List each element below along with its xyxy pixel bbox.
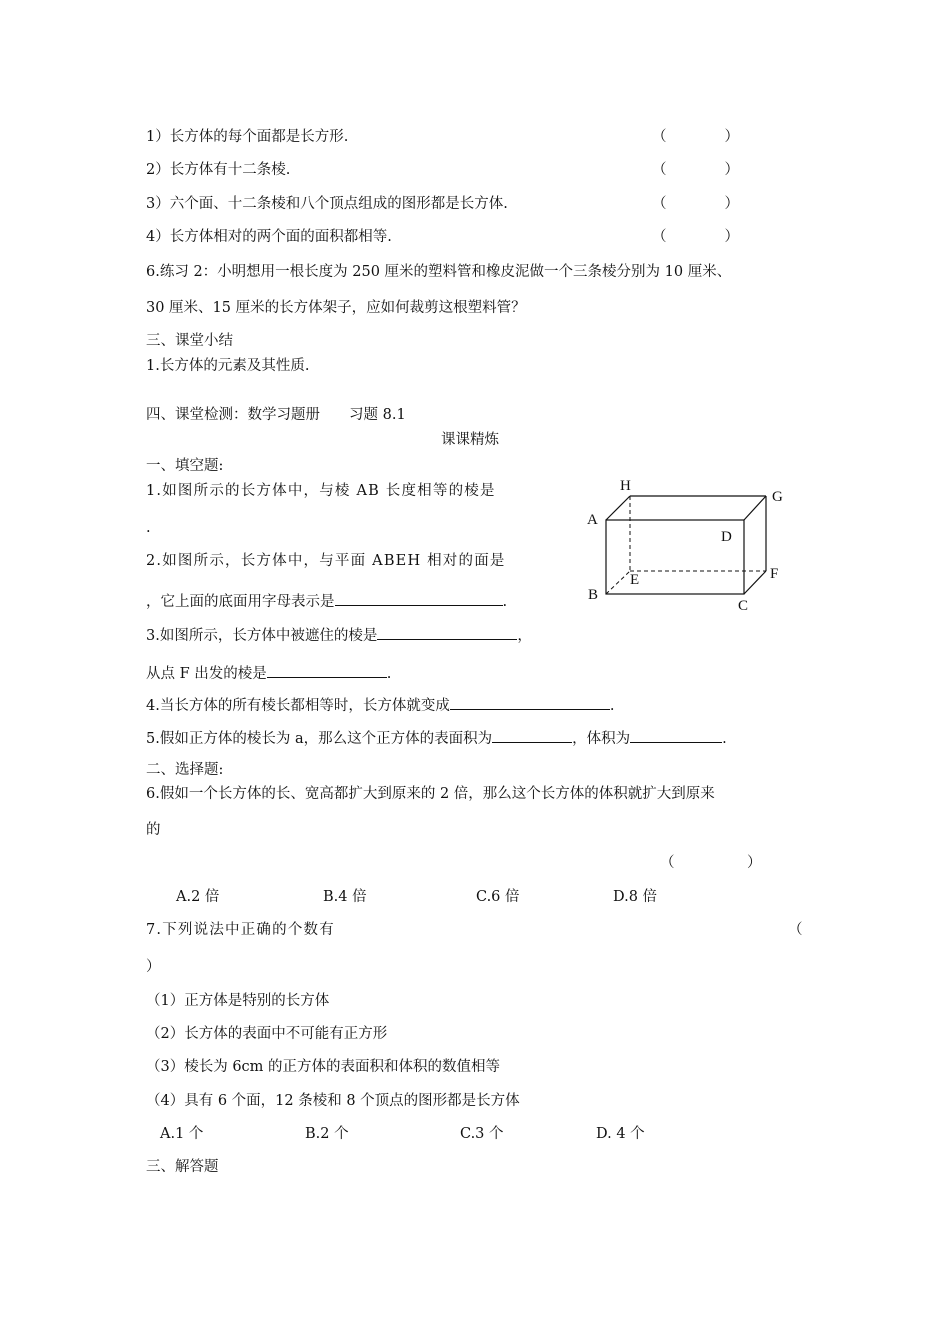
vertex-label-f: F (770, 566, 779, 582)
vertex-label-c: C (738, 598, 749, 614)
q7-option-a[interactable]: A.1 个 (160, 1126, 204, 1142)
q7-statement-4: （4）具有 6 个面，12 条棱和 8 个顶点的图形都是长方体 (146, 1093, 520, 1109)
judge-answer-paren-4[interactable]: （ ） (652, 229, 739, 245)
fill-question-2-end: . (502, 594, 508, 610)
cuboid-hidden-edge-be (606, 571, 630, 594)
fill-question-3-end: ， (517, 628, 532, 644)
cuboid-figure (582, 474, 792, 616)
judge-item-3: 3）六个面、十二条棱和八个顶点组成的图形都是长方体. (146, 196, 508, 212)
choice-question-7-paren-close[interactable]: ） (146, 959, 161, 975)
exercise-2-line-2: 30 厘米、15 厘米的长方体架子，应如何裁剪这根塑料管？ (146, 300, 526, 316)
fill-question-3 (146, 623, 532, 646)
cuboid-edge-dg (744, 496, 766, 520)
choice-question-7-text: 7.下列说法中正确的个数有 (146, 922, 335, 938)
fill-question-4 (146, 693, 614, 716)
q7-option-b[interactable]: B.2 个 (305, 1126, 349, 1142)
summary-heading: 三、课堂小结 (146, 333, 233, 349)
vertex-label-e: E (630, 572, 640, 588)
judge-answer-paren-1[interactable]: （ ） (652, 129, 739, 145)
cuboid-edge-cf (744, 571, 766, 594)
q6-option-b[interactable]: B.4 倍 (323, 889, 367, 905)
answer-blank-q3a[interactable] (377, 623, 517, 640)
fill-question-2-text: 2.如图所示，长方体中，与平面 ABEH 相对的面是 (146, 553, 506, 569)
fill-question-4-text: 4.当长方体的所有棱长都相等时，长方体就变成 (146, 698, 450, 714)
summary-item: 1.长方体的元素及其性质. (146, 358, 310, 374)
fill-question-1 (146, 481, 496, 501)
choice-question-6-paren[interactable]: （ ） (660, 855, 762, 871)
fill-question-5-text: 5.假如正方体的棱长为 a，那么这个正方体的表面积为 (146, 731, 493, 747)
fill-question-2-cont-text: ，它上面的底面用字母表示是 (146, 594, 335, 610)
exercise-2-line-1: 6.练习 2：小明想用一根长度为 250 厘米的塑料管和橡皮泥做一个三条棱分别为 10 厘米、 (146, 264, 732, 280)
vertex-label-d: D (721, 529, 732, 545)
fill-question-5-text-b: ，体积为 (572, 731, 631, 747)
fill-question-5-end: . (722, 731, 727, 747)
judge-answer-paren-3[interactable]: （ ） (652, 196, 739, 212)
fill-question-1-text: 1.如图所示的长方体中，与棱 AB 长度相等的棱是 (146, 483, 496, 499)
q7-option-d[interactable]: D. 4 个 (596, 1126, 645, 1142)
q6-option-a[interactable]: A.2 倍 (176, 889, 220, 905)
classroom-check: 四、课堂检测：数学习题册 习题 8.1 (146, 407, 406, 423)
judge-item-1: 1）长方体的每个面都是长方形. (146, 129, 349, 145)
judge-item-2: 2）长方体有十二条棱. (146, 162, 291, 178)
answer-heading: 三、解答题 (146, 1159, 219, 1175)
cuboid-edge-ah (606, 496, 630, 520)
fill-question-3-text: 3.如图所示，长方体中被遮住的棱是 (146, 628, 378, 644)
fill-question-3-cont-end: . (386, 666, 392, 682)
answer-blank-q2[interactable] (335, 589, 503, 606)
fill-question-5 (146, 726, 727, 749)
vertex-label-h: H (620, 478, 631, 494)
judge-answer-paren-2[interactable]: （ ） (652, 162, 739, 178)
fill-question-2 (146, 551, 506, 571)
fill-heading: 一、填空题: (146, 458, 224, 474)
fill-question-3-cont (146, 661, 391, 684)
fill-question-4-end: . (609, 698, 615, 714)
vertex-label-a: A (587, 512, 598, 528)
choice-question-7 (146, 920, 335, 940)
q7-statement-3: （3）棱长为 6cm 的正方体的表面积和体积的数值相等 (146, 1059, 501, 1075)
fill-question-3-cont-text: 从点 F 出发的棱是 (146, 666, 267, 682)
vertex-label-g: G (772, 489, 783, 505)
fill-question-2-cont (146, 589, 507, 612)
choice-question-6-line-1: 6.假如一个长方体的长、宽高都扩大到原来的 2 倍，那么这个长方体的体积就扩大到原来 (146, 786, 715, 802)
q6-option-c[interactable]: C.6 倍 (476, 889, 520, 905)
answer-blank-q5a[interactable] (492, 726, 572, 743)
choice-heading: 二、选择题: (146, 762, 224, 778)
q6-option-d[interactable]: D.8 倍 (613, 889, 658, 905)
answer-blank-q5b[interactable] (630, 726, 722, 743)
choice-question-7-paren-open[interactable]: （ (788, 922, 803, 938)
judge-item-4: 4）长方体相对的两个面的面积都相等. (146, 229, 392, 245)
vertex-label-b: B (588, 587, 599, 603)
choice-question-6-line-2: 的 (146, 822, 161, 838)
q7-statement-1: （1）正方体是特别的长方体 (146, 993, 330, 1009)
q7-statement-2: （2）长方体的表面中不可能有正方形 (146, 1026, 388, 1042)
answer-blank-q4[interactable] (450, 693, 610, 710)
answer-blank-q3b[interactable] (267, 661, 387, 678)
fill-question-1-end: . (146, 520, 151, 536)
q7-option-c[interactable]: C.3 个 (460, 1126, 504, 1142)
practice-title: 课课精炼 (441, 432, 499, 448)
